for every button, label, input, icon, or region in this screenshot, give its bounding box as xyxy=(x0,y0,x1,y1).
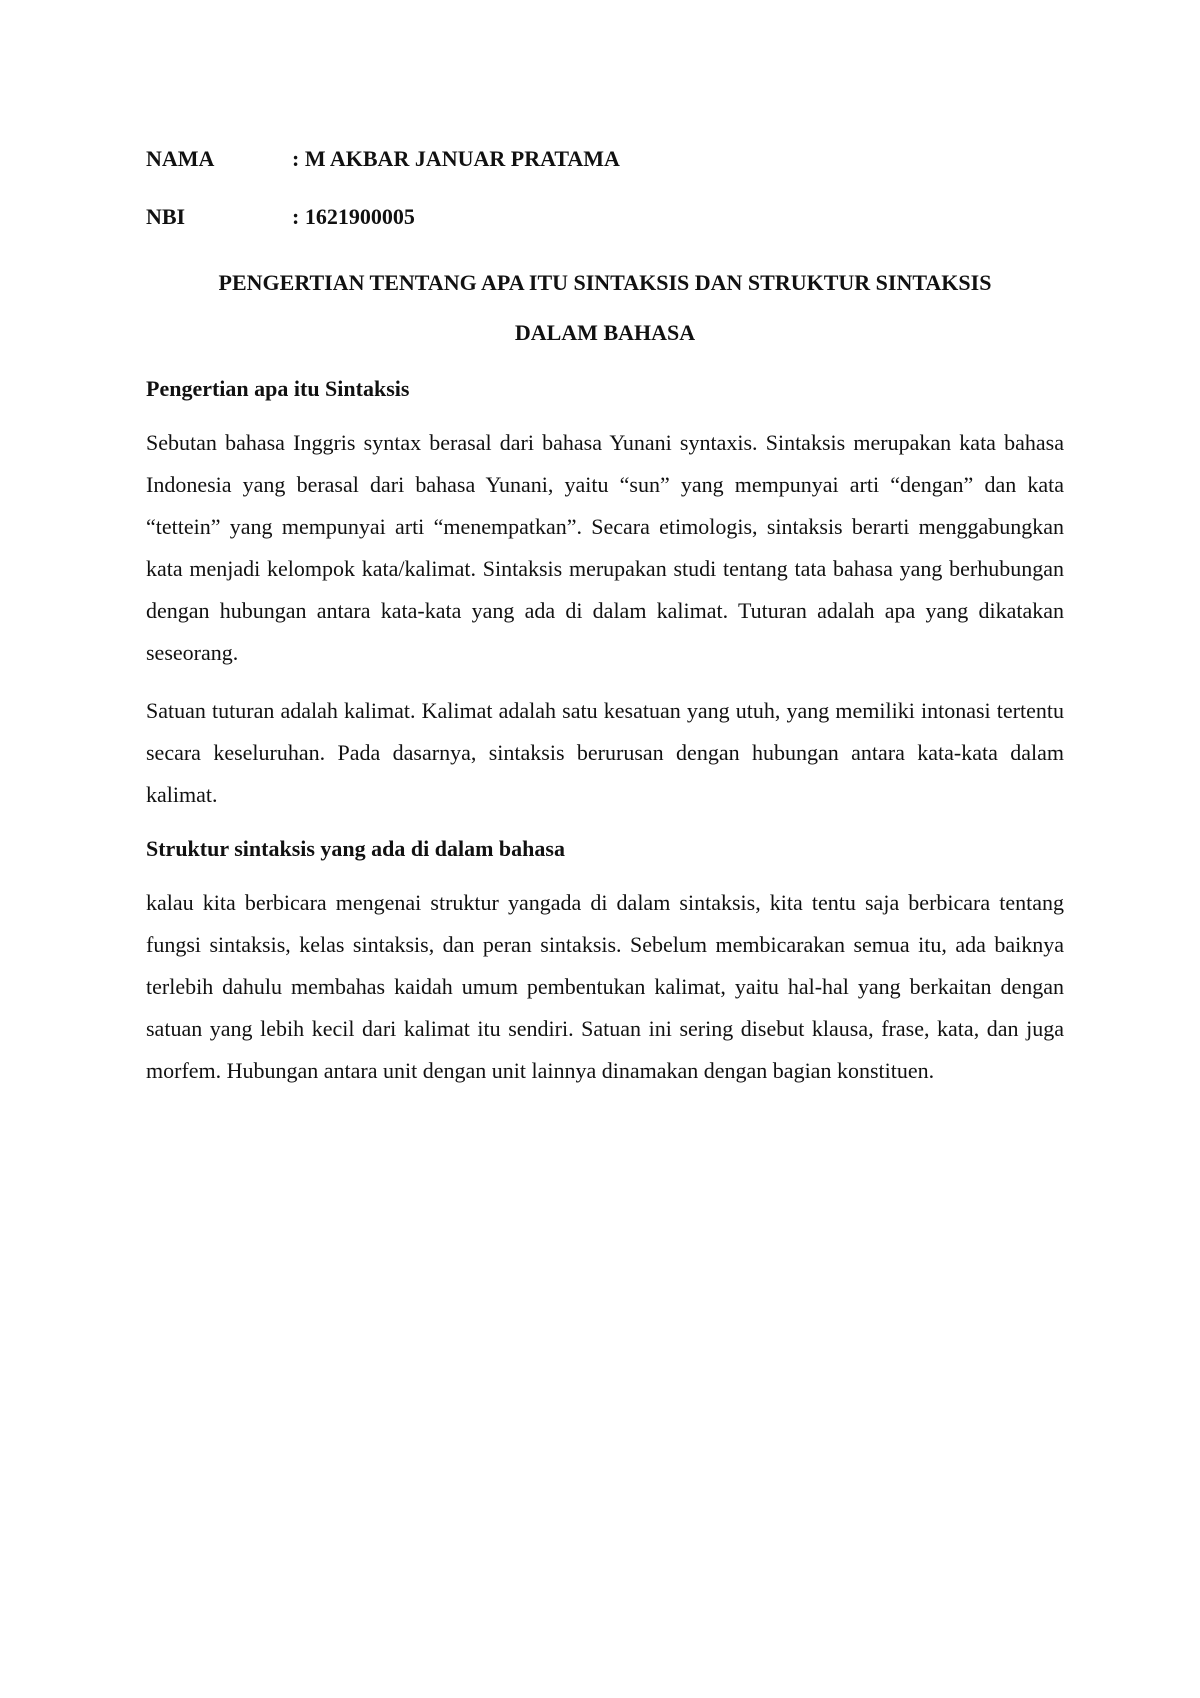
paragraph: Sebutan bahasa Inggris syntax berasal dari bahasa Yunani syntaxis. Sintaksis merupakan kata bahasa Indonesia yang berasal dari bahasa Yunani, yaitu “sun” yang mempunyai arti “dengan” dan kata “tettein” yang mempunyai arti “menempatkan”. Secara etimologis, sintaksis berarti menggabungkan kata menjadi kelompok kata/kalimat. Sintaksis merupakan studi tentang tata bahasa yang berhubungan dengan hubungan antara kata-kata yang ada di dalam kalimat. Tuturan adalah apa yang dikatakan seseorang. xyxy=(146,430,1064,665)
section-heading-pengertian: Pengertian apa itu Sintaksis xyxy=(146,376,410,401)
name-row xyxy=(146,142,1064,176)
name-value: : M AKBAR JANUAR PRATAMA xyxy=(292,146,620,171)
document-title-line-1: PENGERTIAN TENTANG APA ITU SINTAKSIS DAN STRUKTUR SINTAKSIS xyxy=(218,270,992,295)
name-label: NAMA xyxy=(146,146,215,171)
nbi-row xyxy=(146,200,1064,234)
paragraph: Satuan tuturan adalah kalimat. Kalimat adalah satu kesatuan yang utuh, yang memiliki intonasi tertentu secara keseluruhan. Pada dasarnya, sintaksis berurusan dengan hubungan antara kata-kata dalam kalimat. xyxy=(146,698,1064,807)
nbi-value: : 1621900005 xyxy=(292,204,415,229)
document-title xyxy=(146,258,1064,358)
document-body xyxy=(146,142,1064,1108)
document-title-line-2: DALAM BAHASA xyxy=(514,320,696,345)
paragraph: kalau kita berbicara mengenai struktur yangada di dalam sintaksis, kita tentu saja berbicara tentang fungsi sintaksis, kelas sintaksis, dan peran sintaksis. Sebelum membicarakan semua itu, ada baiknya terlebih dahulu membahas kaidah umum pembentukan kalimat, yaitu hal-hal yang berkaitan dengan satuan yang lebih kecil dari kalimat itu sendiri. Satuan ini sering disebut klausa, frase, kata, dan juga morfem. Hubungan antara unit dengan unit lainnya dinamakan dengan bagian konstituen. xyxy=(146,890,1064,1083)
nbi-label: NBI xyxy=(146,204,186,229)
section-heading-struktur: Struktur sintaksis yang ada di dalam bahasa xyxy=(146,836,565,861)
